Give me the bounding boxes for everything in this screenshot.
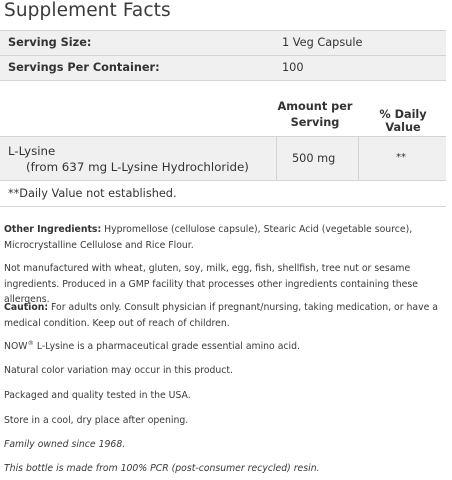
servings-per-container-value: 100 — [282, 61, 304, 74]
serving-size-value: 1 Veg Capsule — [282, 36, 363, 49]
page-title: Supplement Facts — [4, 0, 171, 21]
amount-header-line2: Serving — [290, 116, 340, 129]
amount-header-line1: Amount per — [277, 100, 353, 113]
serving-size-label: Serving Size: — [8, 36, 92, 49]
caution-text: For adults only. Consult physician if pregnant/nursing, taking medication, or have a medical condition. Keep out of reach of children. — [4, 302, 438, 329]
bottle-recycled-note: This bottle is made from 100% PCR (post-consumer recycled) resin. — [4, 463, 320, 474]
now-statement-text: L-Lysine is a pharmaceutical grade essential amino acid. — [33, 341, 300, 352]
caution-statement — [4, 300, 444, 331]
servings-per-container-label: Servings Per Container: — [8, 61, 160, 74]
color-variation-note: Natural color variation may occur in this product. — [4, 365, 234, 376]
column-divider — [276, 137, 277, 180]
servings-per-container-row — [0, 55, 446, 81]
amount-per-serving-header — [276, 99, 354, 131]
packaged-note: Packaged and quality tested in the USA. — [4, 390, 191, 401]
caution-label: Caution: — [4, 302, 49, 313]
registered-mark: ® — [27, 338, 34, 347]
other-ingredients-text: Hypromellose (cellulose capsule), Stearic Acid (vegetable source), Microcrystalline Cellulose and Rice Flour. — [4, 224, 413, 251]
daily-value-header: % Daily Value — [379, 108, 427, 134]
other-ingredients — [4, 222, 444, 253]
family-owned-note: Family owned since 1968. — [4, 439, 126, 450]
daily-value-footnote: **Daily Value not established. — [8, 187, 177, 200]
brand-name: NOW — [4, 341, 28, 352]
other-ingredients-label: Other Ingredients: — [4, 224, 102, 235]
nutrient-row — [0, 137, 446, 181]
serving-size-row — [0, 30, 446, 55]
storage-note: Store in a cool, dry place after opening. — [4, 415, 189, 426]
nutrient-name: L-Lysine — [8, 144, 56, 158]
now-statement — [4, 339, 444, 355]
daily-value-footnote-row — [0, 181, 446, 207]
column-divider — [358, 137, 359, 180]
allergen-statement: Not manufactured with wheat, gluten, soy, milk, egg, fish, shellfish, tree nut or sesame ingredients. Produced in a GMP facility that processes other ingredients containing these allergens. — [4, 263, 418, 305]
nutrient-source: (from 637 mg L-Lysine Hydrochloride) — [26, 160, 249, 174]
nutrient-daily-value: ** — [396, 152, 406, 163]
nutrient-amount: 500 mg — [292, 152, 336, 165]
